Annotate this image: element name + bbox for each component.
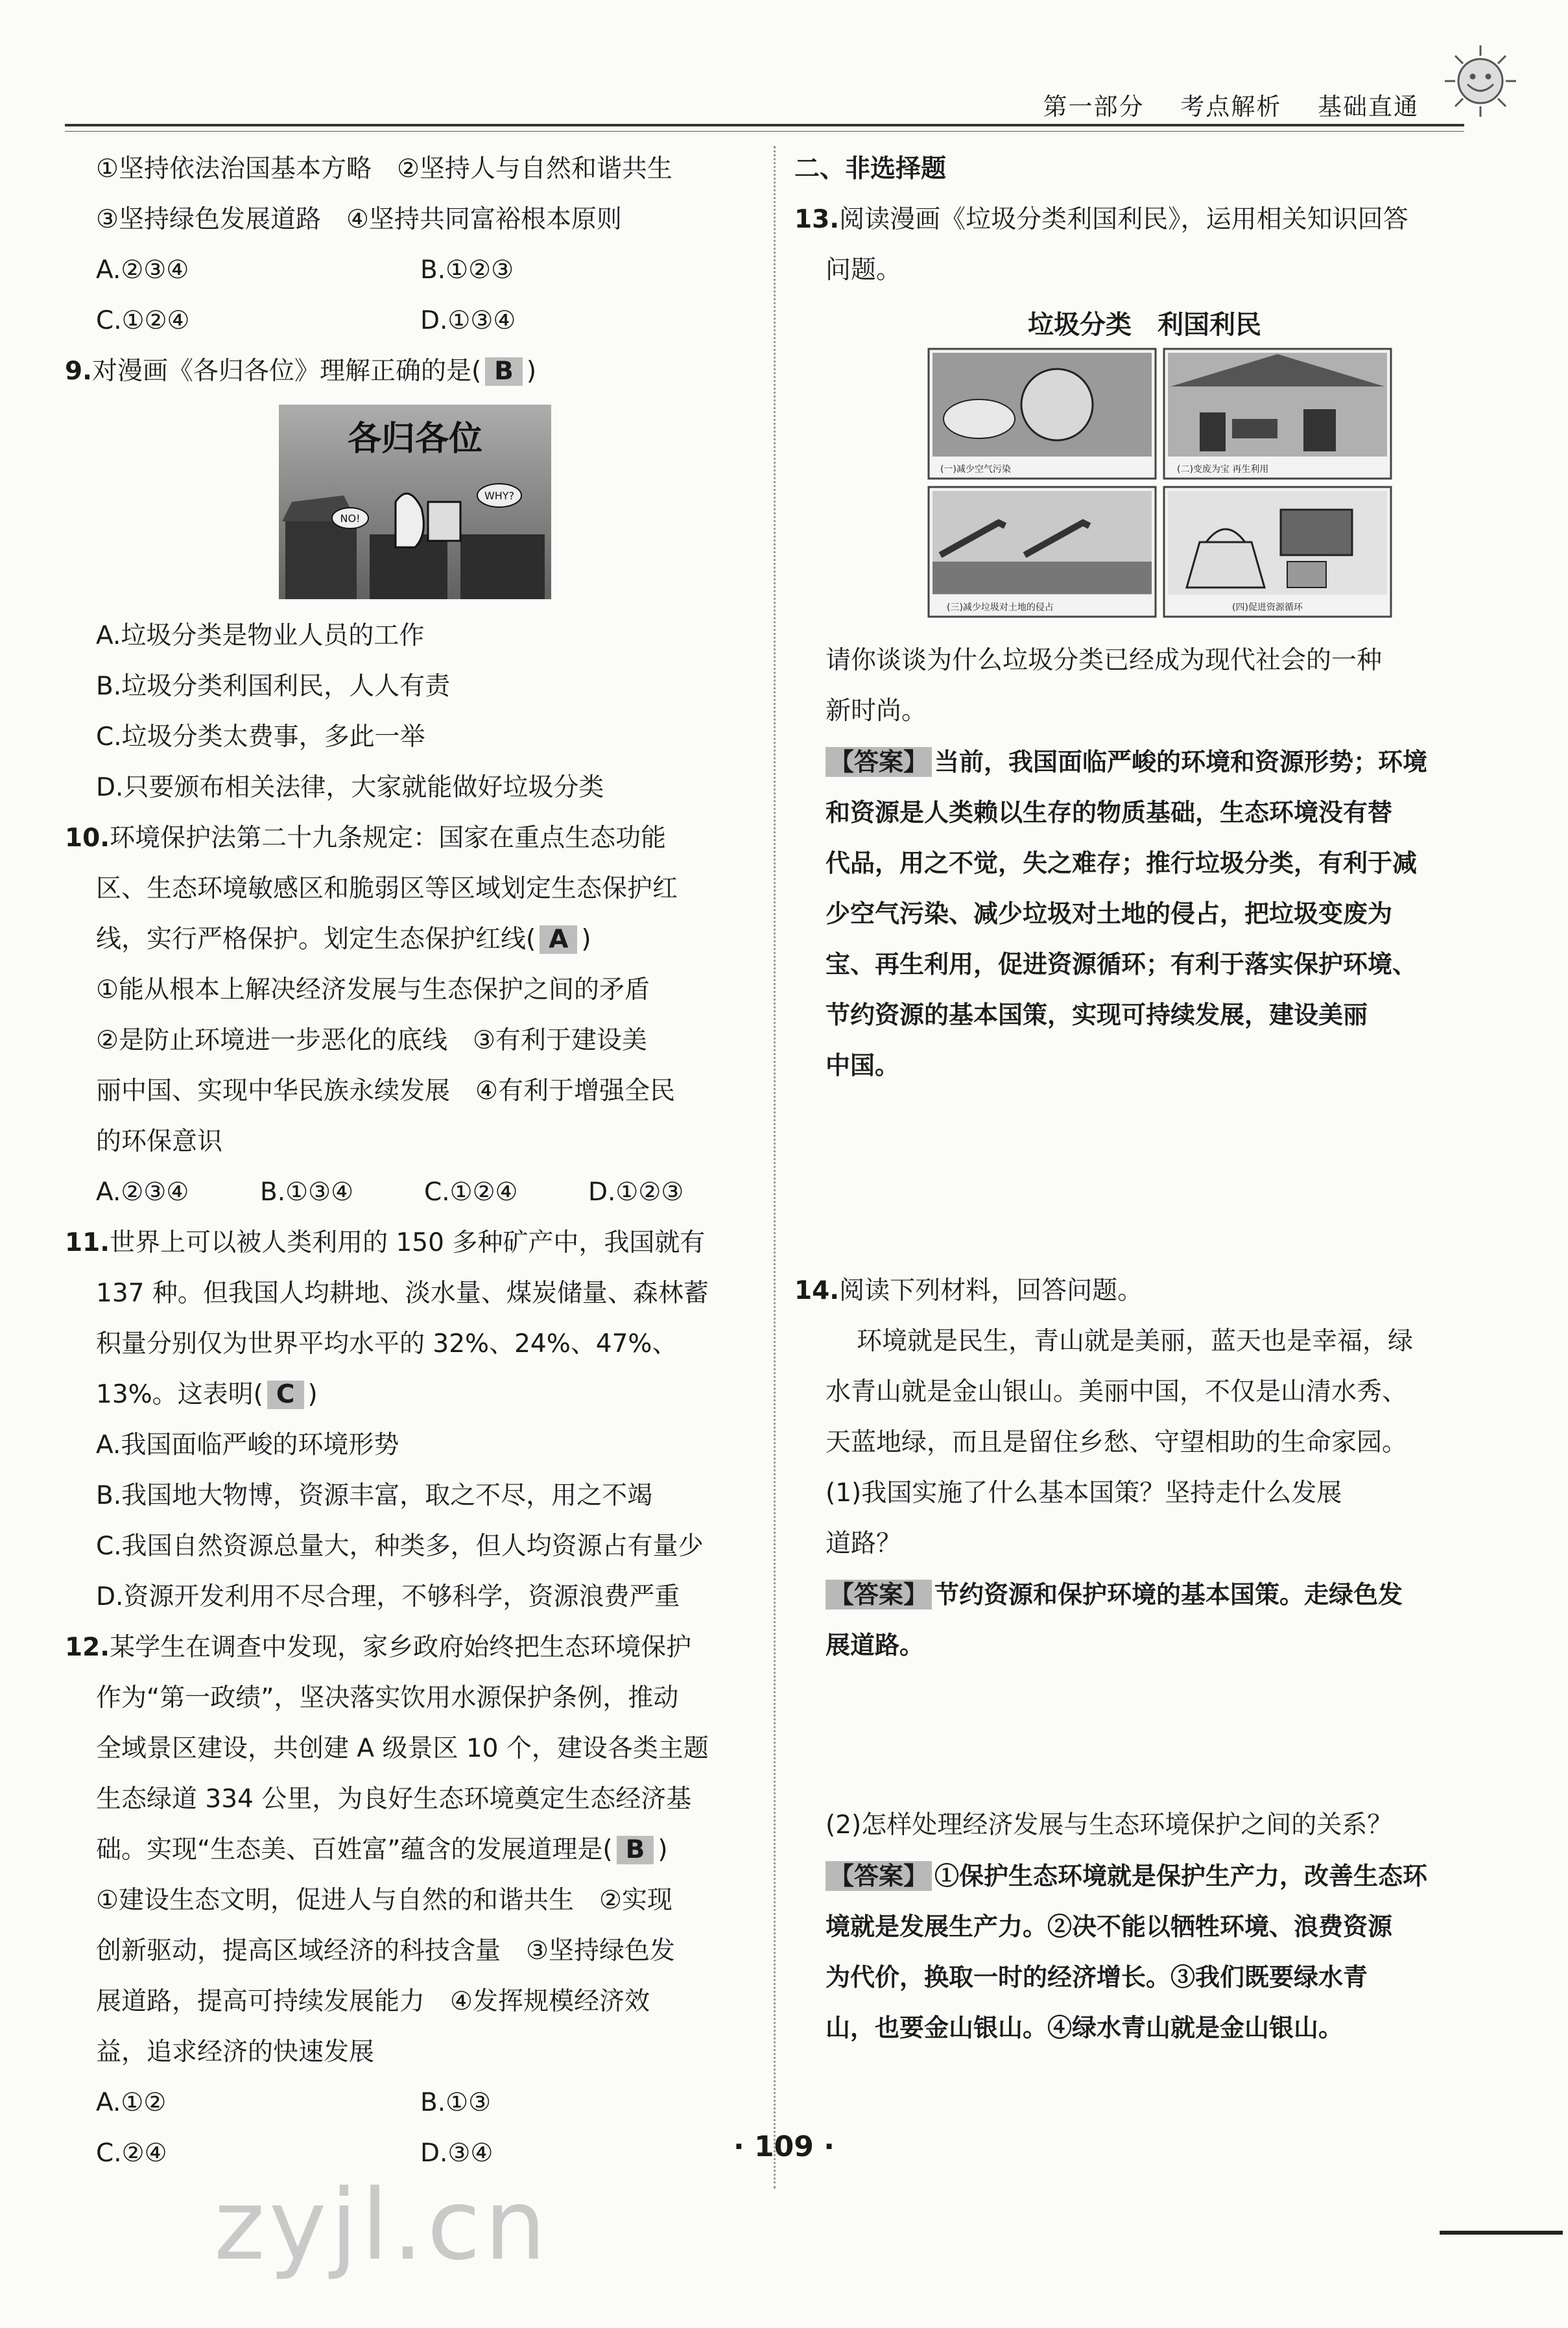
q10-close: ): [581, 925, 591, 954]
q10-line-1: [65, 813, 752, 864]
right-column: [794, 144, 1495, 2053]
q8-option-b: B.①②③: [420, 255, 514, 285]
q8-option-d: D.①③④: [420, 306, 516, 335]
q9-close: ): [526, 357, 537, 386]
left-column: [65, 144, 752, 2179]
q11-answer: C: [267, 1381, 304, 1409]
q9-option-b: B.垃圾分类利国利民，人人有责: [96, 672, 451, 701]
q12-option-b: B.①③: [420, 2088, 492, 2117]
page-number: · 109 ·: [733, 2130, 835, 2163]
q11-last: 13%。这表明(: [96, 1380, 263, 1409]
q10-options: [65, 1167, 752, 1218]
q13-question-1: 请你谈谈为什么垃圾分类已经成为现代社会的一种: [826, 646, 1383, 675]
q13-panel-3-caption: (三)减少垃圾对土地的侵占: [947, 602, 1054, 613]
q14-stem: 阅读下列材料，回答问题。: [839, 1276, 1143, 1305]
header-rule-thin: [65, 131, 1464, 132]
q9-stem: 对漫画《各归各位》理解正确的是(: [91, 357, 482, 386]
q11-line-3: 积量分别仅为世界平均水平的 32%、24%、47%、: [96, 1329, 678, 1359]
header-text: [1016, 87, 1419, 122]
q10-line-2: 区、生态环境敏感区和脆弱区等区域划定生态保护红: [96, 874, 678, 903]
q11-line-1: [65, 1218, 752, 1268]
q13-spacer: [794, 1091, 1495, 1266]
q14-sub1-line-2: 道路？: [826, 1529, 902, 1558]
q10-answer: A: [540, 925, 577, 954]
q14-spacer: [794, 1670, 1495, 1800]
q8-item-line-2: ③坚持绿色发展道路 ④坚持共同富裕根本原则: [96, 205, 622, 234]
q10-item-1: ①能从根本上解决经济发展与生态保护之间的矛盾: [96, 975, 650, 1004]
q13-panel-2-caption: (二)变废为宝 再生利用: [1177, 464, 1269, 475]
q9-answer: B: [485, 357, 523, 386]
q11-option-c: C.我国自然资源总量大，种类多，但人均资源占有量少: [96, 1532, 704, 1561]
section-title: 二、非选择题: [794, 154, 947, 184]
q12-answer: B: [617, 1836, 654, 1864]
q14-ans1-tag: 【答案】: [826, 1580, 932, 1609]
q9-cartoon-why: WHY?: [484, 490, 515, 502]
q10-item-3: 丽中国、实现中华民族永续发展 ④有利于增强全民: [96, 1076, 675, 1106]
q12-line-3: 全域景区建设，共创建 A 级景区 10 个，建设各类主题: [96, 1734, 709, 1763]
q8-item-line-1: ①坚持依法治国基本方略 ②坚持人与自然和谐共生: [96, 154, 672, 184]
q9-number: 9.: [65, 357, 92, 386]
q13-cartoon-title: 垃圾分类 利国利民: [1028, 310, 1261, 340]
q14-sub1-line-1: (1)我国实施了什么基本国策？坚持走什么发展: [826, 1479, 1342, 1508]
q13-stem-2: 问题。: [826, 255, 902, 285]
q13-answer-tag: 【答案】: [826, 747, 932, 777]
q10-number: 10.: [65, 824, 110, 853]
q9-option-c: C.垃圾分类太费事，多此一举: [96, 722, 425, 752]
watermark: zyjl.cn: [214, 2169, 551, 2282]
sun-badge-icon: [1432, 32, 1529, 130]
q12-number: 12.: [65, 1633, 110, 1662]
q12-first: 某学生在调查中发现，家乡政府始终把生态环境保护: [110, 1633, 692, 1662]
q8-options-row-1: [65, 245, 752, 296]
header-part: 第一部分: [1043, 93, 1145, 121]
q14-ans2-line-2: 境就是发展生产力。②决不能以牺牲环境、浪费资源: [826, 1912, 1393, 1941]
q9-option-d: D.只要颁布相关法律，大家就能做好垃圾分类: [96, 773, 604, 802]
q10-option-d: D.①②③: [588, 1178, 684, 1207]
q10-item-4: 的环保意识: [96, 1127, 223, 1156]
q13-answer-line-2: 和资源是人类赖以生存的物质基础，生态环境没有替: [826, 798, 1393, 827]
q11-option-b: B.我国地大物博，资源丰富，取之不尽，用之不竭: [96, 1481, 653, 1510]
q14-ans2-tag: 【答案】: [826, 1861, 932, 1891]
page-header: [65, 78, 1503, 126]
q14-sub2: (2)怎样处理经济发展与生态环境保护之间的关系？: [826, 1811, 1393, 1840]
q9-cartoon: [279, 405, 551, 599]
q14-ans1-line-2: 展道路。: [826, 1630, 925, 1659]
q12-item-4: 益，追求经济的快速发展: [96, 2037, 375, 2067]
q11-close: ): [307, 1380, 318, 1409]
q10-last: 线，实行严格保护。划定生态保护红线(: [96, 925, 536, 954]
column-divider: [774, 146, 776, 2189]
q11-number: 11.: [65, 1228, 110, 1257]
q10-item-2: ②是防止环境进一步恶化的底线 ③有利于建设美: [96, 1026, 647, 1055]
q9-cartoon-title: 各归各位: [347, 420, 483, 458]
q10-option-a: A.②③④: [96, 1178, 189, 1207]
q13-answer-line-3: 代品，用之不觉，失之难存；推行垃圾分类，有利于减: [826, 848, 1418, 877]
q14-ans2-line-3: 为代价，换取一时的经济增长。③我们既要绿水青: [826, 1962, 1368, 1991]
q12-line-4: 生态绿道 334 公里，为良好生态环境奠定生态经济基: [96, 1785, 692, 1814]
q8-options-row-2: [65, 296, 752, 346]
q13-answer-text-1: 当前，我国面临严峻的环境和资源形势；环境: [934, 747, 1428, 776]
q13-cartoon: [927, 348, 1394, 620]
q12-close: ): [658, 1835, 668, 1864]
q8-option-c: C.①②④: [96, 306, 190, 335]
q11-first: 世界上可以被人类利用的 150 多种矿产中，我国就有: [110, 1228, 706, 1257]
q9-cartoon-no: NO!: [340, 512, 361, 525]
q11-option-d: D.资源开发利用不尽合理，不够科学，资源浪费严重: [96, 1582, 680, 1611]
q14-line-1: [794, 1266, 1495, 1316]
q13-panel-4-caption: (四)促进资源循环: [1232, 602, 1303, 613]
q13-panel-3: [929, 487, 1156, 617]
q12-option-c: C.②④: [96, 2139, 167, 2168]
q9-option-a: A.垃圾分类是物业人员的工作: [96, 621, 425, 650]
header-section: 考点解析: [1180, 93, 1282, 121]
q13-panel-1: [929, 349, 1156, 479]
question-9: [65, 346, 752, 397]
q14-ans1-text-1: 节约资源和保护环境的基本国策。走绿色发: [934, 1580, 1403, 1609]
q8-option-a: A.②③④: [96, 255, 189, 285]
q14-ans2-text-1: ①保护生态环境就是保护生产力，改善生态环: [934, 1861, 1428, 1890]
q13-panel-2: [1164, 349, 1391, 479]
q14-number: 14.: [794, 1276, 840, 1305]
q12-option-d: D.③④: [420, 2139, 493, 2168]
q13-number: 13.: [794, 205, 840, 234]
q12-line-2: 作为“第一政绩”，坚决落实饮用水源保护条例，推动: [96, 1683, 679, 1713]
q12-line-1: [65, 1622, 752, 1673]
q12-item-1: ①建设生态文明，促进人与自然的和谐共生 ②实现: [96, 1886, 672, 1915]
q14-ans1-line-1: [794, 1569, 1495, 1620]
q13-answer-line-4: 少空气污染、减少垃圾对土地的侵占，把垃圾变废为: [826, 899, 1393, 928]
q11-option-a: A.我国面临严峻的环境形势: [96, 1431, 399, 1460]
q12-item-2: 创新驱动，提高区域经济的科技含量 ③坚持绿色发: [96, 1936, 675, 1966]
q13-question-2: 新时尚。: [826, 696, 927, 726]
q13-panel-4: [1164, 487, 1391, 617]
q10-option-c: C.①②④: [424, 1178, 518, 1207]
q12-options-row-1: [65, 2078, 752, 2128]
q13-answer-line-6: 节约资源的基本国策，实现可持续发展，建设美丽: [826, 1000, 1368, 1029]
q12-last: 础。实现“生态美、百姓富”蕴含的发展道理是(: [96, 1835, 613, 1864]
q10-option-b: B.①③④: [260, 1178, 354, 1207]
q11-line-2: 137 种。但我国人均耕地、淡水量、煤炭储量、森林蓄: [96, 1279, 709, 1308]
q14-material-2: 水青山就是金山银山。美丽中国，不仅是山清水秀、: [826, 1377, 1408, 1407]
q12-item-3: 展道路，提高可持续发展能力 ④发挥规模经济效: [96, 1987, 650, 2016]
q13-stem-1: 阅读漫画《垃圾分类利国利民》，运用相关知识回答: [839, 205, 1408, 234]
q12-line-5: [65, 1825, 752, 1875]
q13-answer-line-5: 宝、再生利用，促进资源循环；有利于落实保护环境、: [826, 949, 1418, 979]
header-series: 基础直通: [1318, 93, 1419, 121]
q10-first: 环境保护法第二十九条规定：国家在重点生态功能: [110, 824, 667, 853]
q13-line-1: [794, 195, 1495, 245]
q10-line-3: [65, 914, 752, 965]
q11-line-4: [65, 1370, 752, 1420]
q13-answer-line-7: 中国。: [826, 1051, 900, 1080]
q14-ans2-line-1: [794, 1851, 1495, 1901]
q13-panel-1-caption: (一)减少空气污染: [940, 464, 1011, 475]
q14-material-3: 天蓝地绿，而且是留住乡愁、守望相助的生命家园。: [826, 1428, 1408, 1457]
q12-option-a: A.①②: [96, 2088, 167, 2117]
q14-ans2-line-4: 山，也要金山银山。④绿水青山就是金山银山。: [826, 2013, 1344, 2042]
footer-rule: [1440, 2231, 1563, 2235]
q13-answer-line-1: [794, 737, 1495, 787]
q14-material-1: 环境就是民生，青山就是美丽，蓝天也是幸福，绿: [857, 1327, 1414, 1356]
header-rule: [65, 124, 1464, 126]
